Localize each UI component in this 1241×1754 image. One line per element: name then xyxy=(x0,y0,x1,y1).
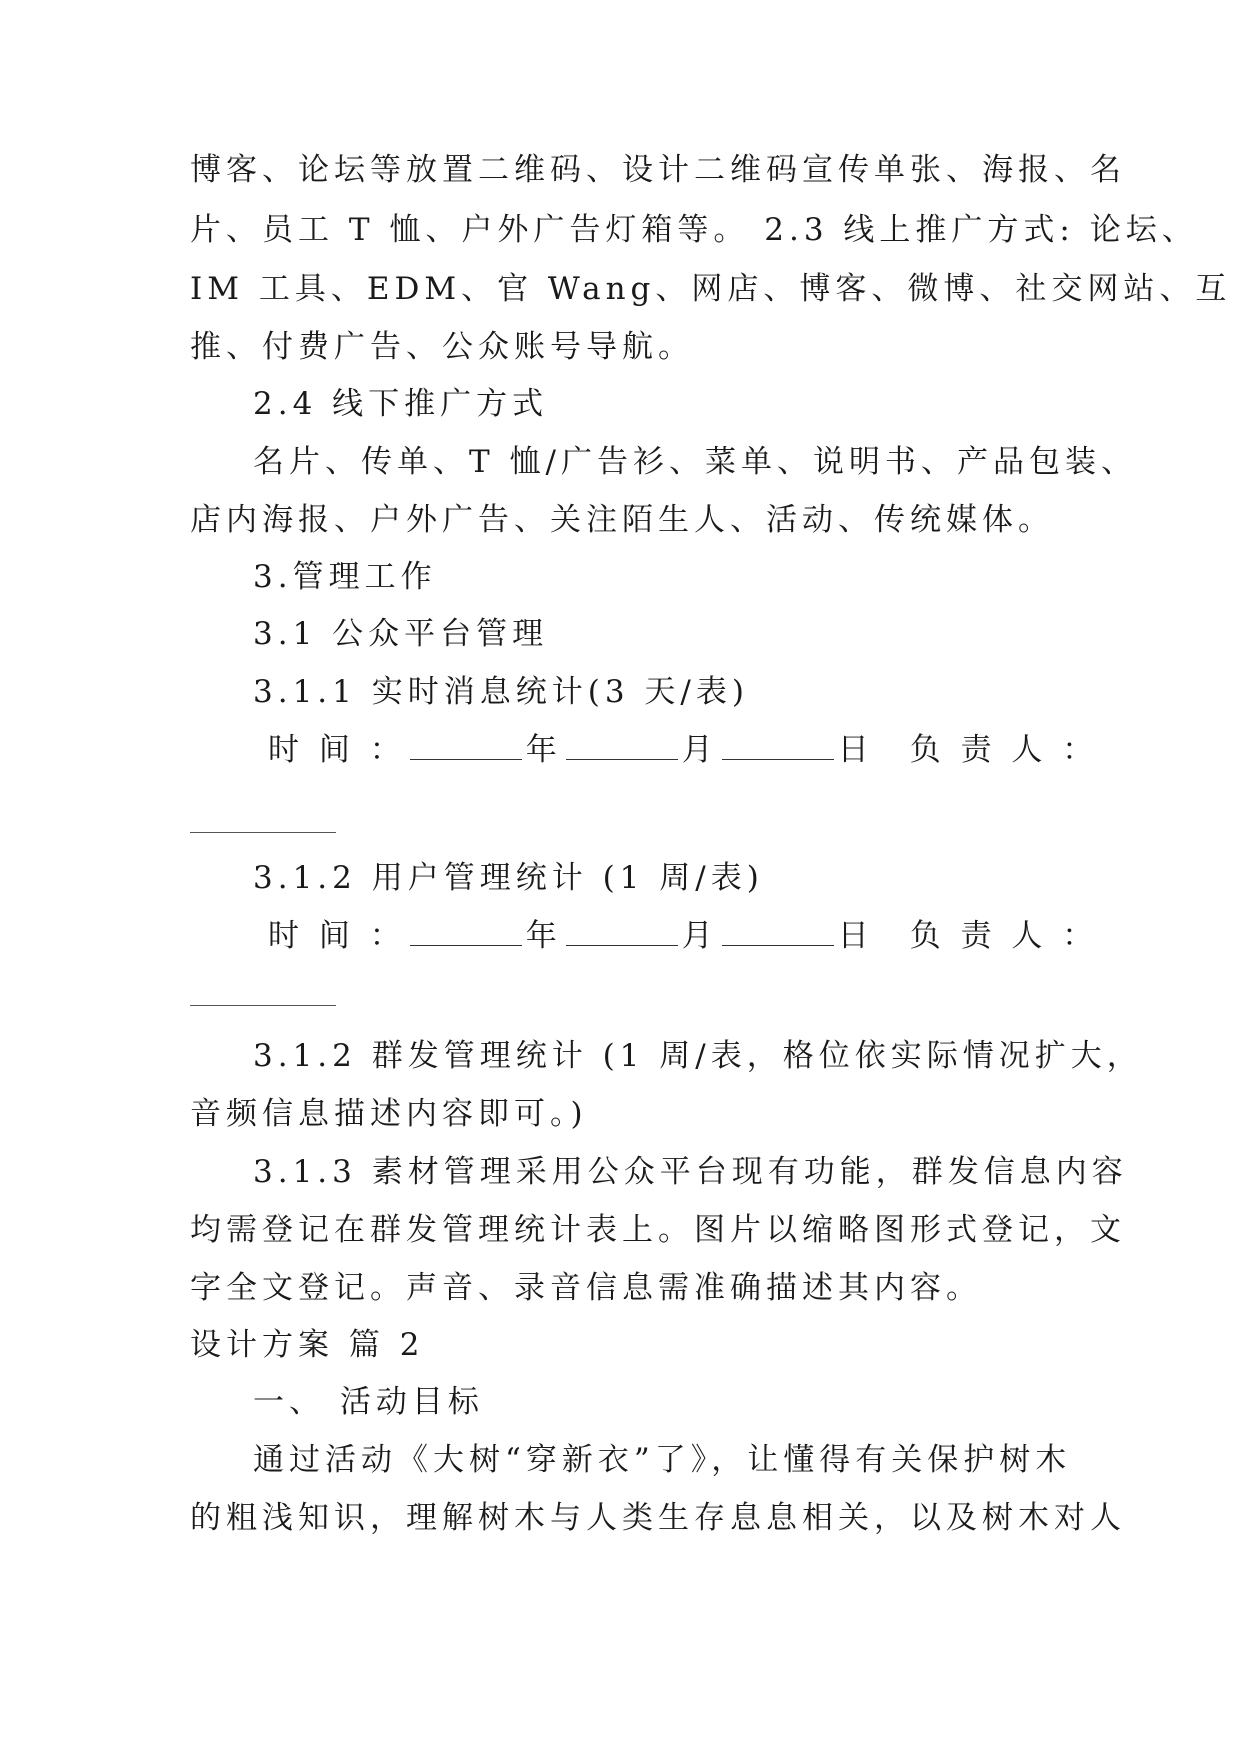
section-heading: 3.管理工作 xyxy=(253,559,437,595)
paragraph-line: 博客、论坛等放置二维码、设计二维码宣传单张、海报、名 xyxy=(190,152,1126,188)
year-blank xyxy=(410,758,522,760)
section-heading: 3.1.2 用户管理统计 (1 周/表) xyxy=(253,860,764,896)
form-line xyxy=(268,730,1098,770)
day-blank xyxy=(722,758,834,760)
paragraph-line: 推、付费广告、公众账号导航。 xyxy=(190,329,694,365)
paragraph-line: 均需登记在群发管理统计表上。图片以缩略图形式登记，文 xyxy=(190,1212,1126,1248)
paragraph-line: IM 工具、EDM、官 Wang、网店、博客、微博、社交网站、互 xyxy=(190,271,1232,307)
month-blank xyxy=(566,758,678,760)
time-label: 时 间 ： xyxy=(268,732,406,768)
paragraph-line: 的粗浅知识，理解树木与人类生存息息相关，以及树木对人 xyxy=(190,1500,1126,1536)
paragraph-line: 名片、传单、T 恤/广告衫、菜单、说明书、产品包装、 xyxy=(253,444,1137,480)
month-blank xyxy=(566,944,678,946)
paragraph-line: 片、员工 T 恤、户外广告灯箱等。 2.3 线上推广方式: 论坛、 xyxy=(190,212,1198,248)
day-label: 日 xyxy=(837,732,874,768)
day-blank xyxy=(722,944,834,946)
section-heading: 3.1 公众平台管理 xyxy=(253,616,549,652)
form-line xyxy=(268,916,1098,956)
paragraph-line: 店内海报、户外广告、关注陌生人、活动、传统媒体。 xyxy=(190,502,1054,538)
signature-blank xyxy=(190,832,336,833)
person-label: 负 责 人 ： xyxy=(909,732,1099,768)
section-heading: 一、 活动目标 xyxy=(253,1384,484,1420)
section-title: 设计方案 篇 2 xyxy=(190,1327,425,1363)
year-label: 年 xyxy=(525,732,562,768)
month-label: 月 xyxy=(681,732,718,768)
section-heading: 2.4 线下推广方式 xyxy=(253,386,549,422)
section-heading: 3.1.1 实时消息统计(3 天/表) xyxy=(253,674,749,710)
paragraph-line: 3.1.3 素材管理采用公众平台现有功能，群发信息内容 xyxy=(253,1154,1128,1190)
year-blank xyxy=(410,944,522,946)
signature-blank xyxy=(190,1005,336,1006)
year-label: 年 xyxy=(525,918,562,954)
time-label: 时 间 ： xyxy=(268,918,406,954)
paragraph-line: 字全文登记。声音、录音信息需准确描述其内容。 xyxy=(190,1270,982,1306)
paragraph-line: 通过活动《大树“穿新衣”了》，让懂得有关保护树木 xyxy=(253,1442,1072,1478)
day-label: 日 xyxy=(837,918,874,954)
person-label: 负 责 人 ： xyxy=(909,918,1099,954)
paragraph-line: 3.1.2 群发管理统计 (1 周/表，格位依实际情况扩大， xyxy=(253,1038,1143,1074)
paragraph-line: 音频信息描述内容即可。) xyxy=(190,1096,588,1132)
month-label: 月 xyxy=(681,918,718,954)
